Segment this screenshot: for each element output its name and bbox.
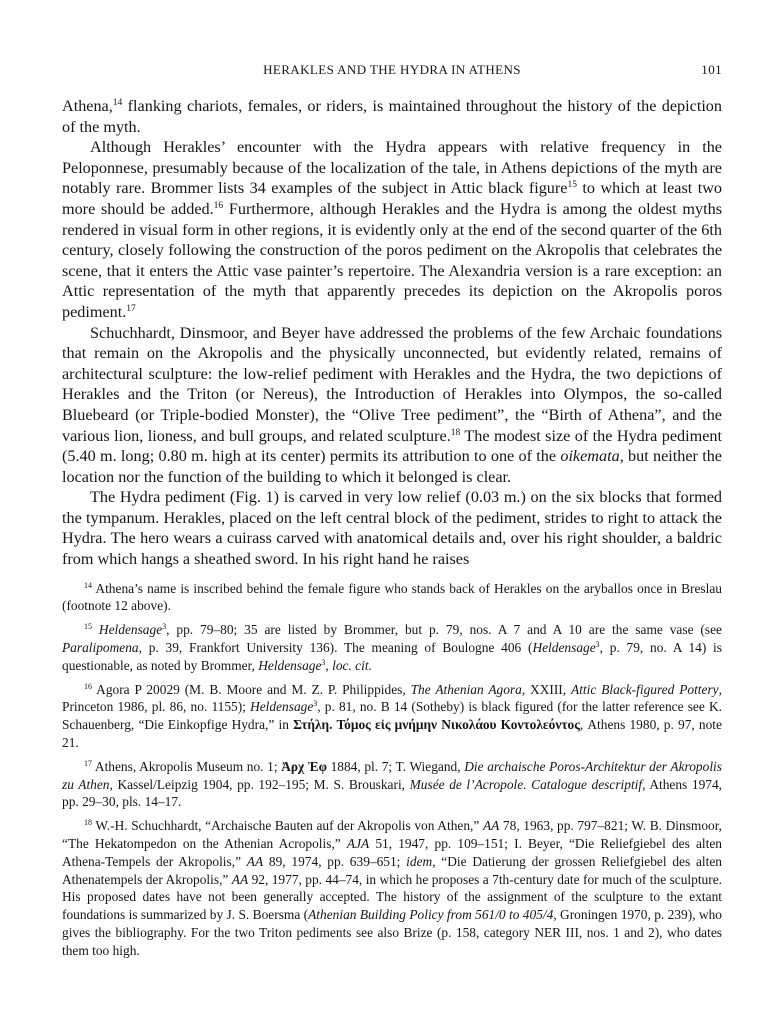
- greek-abbrev: Ἀρχ Ἐφ: [281, 758, 327, 774]
- footnote-16: $^{16}$ Agora P 20029 (M. B. Moore and M. Z. P. Philippides, The Athenian Agora, XXIII, Attic Black-figured Pottery, Princeton 1986, pl. 86, no. 1155); Heldensage$^3$, p. 81, no. B 14 (Sotheby) is black figured (for the latter reference see K. Schauenberg, “Die Einkopfige Hydra,” in Στήλη. Τόμος εἰς μνήμην Νικολάου Κοντολεόντος, Athens 1980, p. 97, note 21.: [62, 681, 722, 751]
- paragraph-1: Athena,$^{14}$ flanking chariots, females, or riders, is maintained throughout the history of the depiction of the myth.: [62, 97, 722, 136]
- footnote-ref-14[interactable]: 14: [112, 98, 123, 108]
- footnotes: [62, 580, 722, 960]
- italic-term-oikemata: oikemata: [560, 447, 620, 466]
- running-title: HERAKLES AND THE HYDRA IN ATHENS: [263, 62, 521, 77]
- paragraph-3: Schuchhardt, Dinsmoor, and Beyer have addressed the problems of the few Archaic foundations that remain on the Akropolis and the physically unconnected, but evidently related, remains of architectural sculpture: the low-relief pediment with Herakles and the Hydra, the two depictions of Herakles and the Triton (or Nereus), the Introduction of Herakles into Olympos, the so-called Bluebeard (or Triple-bodied Monster), the “Olive Tree pediment”, the “Birth of Athena”, and the various lion, lioness, and bull groups, and related sculpture.$^{18}$ The modest size of the Hydra pediment (5.40 m. long; 0.80 m. high at its center) permits its attribution to one of the oikemata, but neither the location nor the function of the building to which it belonged is clear.: [62, 323, 722, 486]
- footnote-17: $^{17}$ Athens, Akropolis Museum no. 1; Ἀρχ Ἐφ 1884, pl. 7; T. Wiegand, Die archaische Poros-Architektur der Akropolis zu Athen, Kassel/Leipzig 1904, pp. 192–195; M. S. Brouskari, Musée de l’Acropole. Catalogue descriptif, Athens 1974, pp. 29–30, pls. 14–17.: [62, 758, 722, 810]
- footnote-ref-17[interactable]: 17: [126, 303, 136, 314]
- footnote-ref-16[interactable]: 16: [213, 200, 224, 211]
- footnote-ref-18[interactable]: 18: [450, 427, 461, 438]
- page: [62, 62, 722, 966]
- footnote-15: $^{15}$ Heldensage$^3$, pp. 79–80; 35 are listed by Brommer, but p. 79, nos. A 7 and A 10 are the same vase (see Paralipomena, p. 39, Frankfort University 136). The meaning of Boulogne 406 (Heldensage$^3$, p. 79, no. A 14) is questionable, as noted by Brommer, Heldensage$^3$, loc. cit.: [62, 622, 722, 673]
- footnote-14: $^{14}$ Athena’s name is inscribed behind the female figure who stands back of Herakles on the aryballos once in Breslau (footnote 12 above).: [62, 580, 722, 614]
- paragraph-4: The Hydra pediment (Fig. 1) is carved in very low relief (0.03 m.) on the six blocks that formed the tympanum. Herakles, placed on the left central block of the pediment, strides to right to attack the Hydra. The hero wears a cuirass carved with anatomical details and, over his right shoulder, a baldric from which hangs a sheathed sword. In his right hand he raises: [62, 488, 722, 569]
- footnote-18: $^{18}$ W.-H. Schuchhardt, “Archaische Bauten auf der Akropolis von Athen,” AA 78, 1963, pp. 797–821; W. B. Dinsmoor, “The Hekatompedon on the Athenian Acropolis,” AJA 51, 1947, pp. 109–151; I. Beyer, “Die Reliefgiebel des alten Athena-Tempels der Akropolis,” AA 89, 1974, pp. 639–651; idem, “Die Datierung der grossen Reliefgiebel des alten Athenatempels der Akropolis,” AA 92, 1977, pp. 44–74, in which he proposes a 7th-century date for much of the sculpture. His proposed dates have not been generally accepted. The history of the assignment of the sculpture to the extant foundations is summarized by J. S. Boersma (Athenian Building Policy from 561/0 to 405/4, Groningen 1970, p. 239), who gives the bibliography. For the two Triton pediments see also Brize (p. 158, category NER III, nos. 1 and 2), who dates them too high.: [62, 818, 723, 958]
- greek-title: Στήλη. Τόμος εἰς μνήμην Νικολάου Κοντολεόντος: [293, 717, 580, 733]
- paragraph-2: Although Herakles’ encounter with the Hydra appears with relative frequency in the Peloponnese, presumably because of the localization of the tale, in Athens depictions of the myth are notably rare. Brommer lists 34 examples of the subject in Attic black figure$^{15}$ to which at least two more should be added.$^{16}$ Furthermore, although Herakles and the Hydra is among the oldest myths rendered in visual form in other regions, it is evidently only at the end of the second quarter of the 6th century, closely following the construction of the poros pediment on the Akropolis that celebrates the scene, that it enters the Attic vase painter’s repertoire. The Alexandria version is a rare exception: an Attic representation of the myth that apparently precedes its depiction on the Akropolis poros pediment.$^{17}$: [62, 138, 722, 321]
- body-text: [62, 96, 722, 570]
- footnote-ref-15[interactable]: 15: [567, 180, 577, 191]
- running-head: [62, 62, 722, 84]
- page-number: 101: [701, 62, 722, 77]
